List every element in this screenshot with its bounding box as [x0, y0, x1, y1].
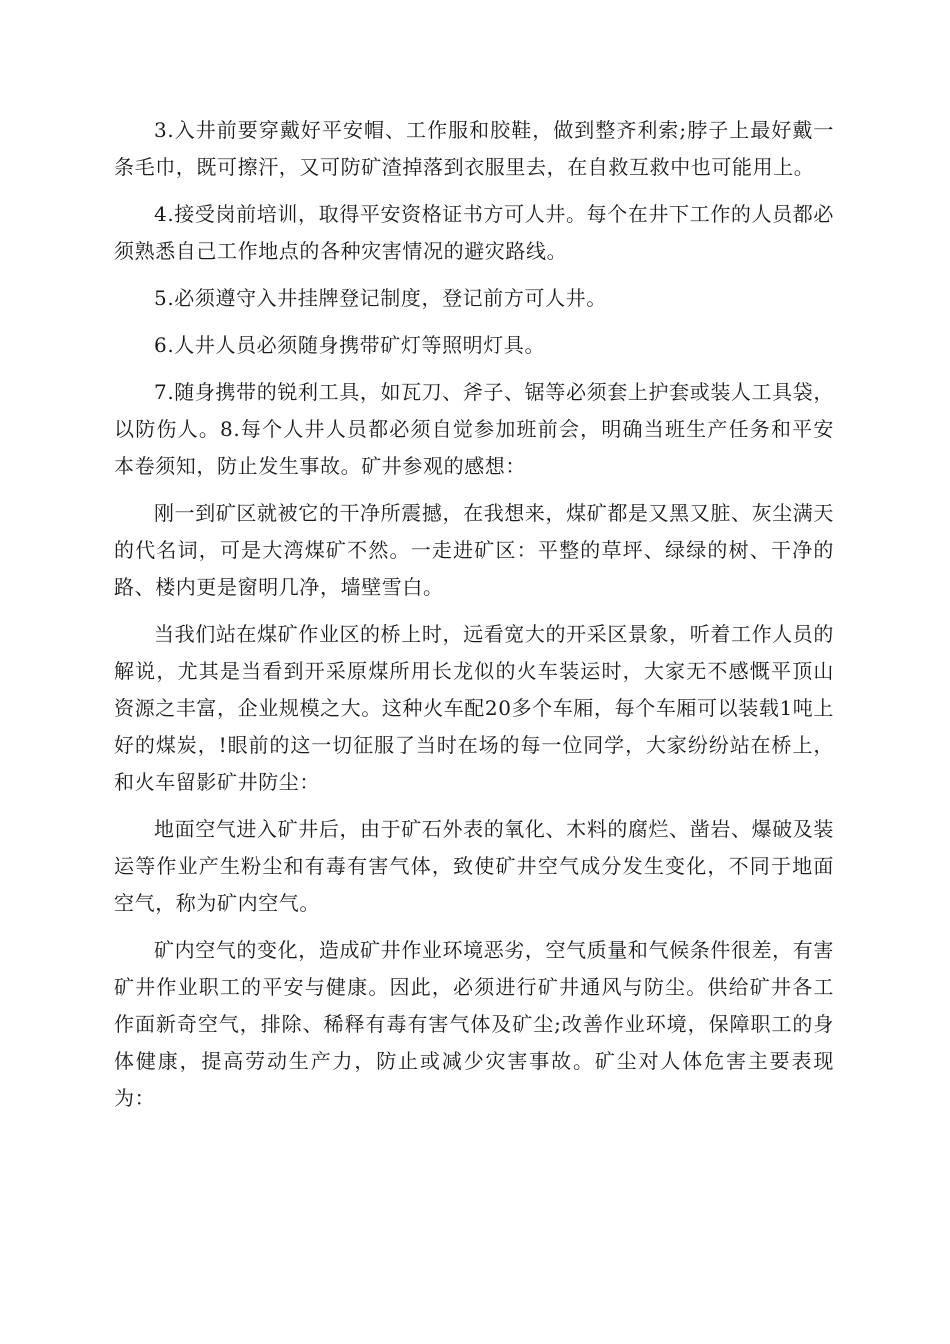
paragraph-mine-area: 刚一到矿区就被它的干净所震撼，在我想来，煤矿都是又黑又脏、灰尘满天的代名词，可是大湾煤矿不然。一走进矿区：平整的草坪、绿绿的树、干净的路、楼内更是窗明几净，墙壁雪白。 — [114, 501, 834, 599]
paragraph-ventilation: 矿内空气的变化，造成矿井作业环境恶劣，空气质量和气候条件很差，有害矿井作业职工的平安与健康。因此，必须进行矿井通风与防尘。供给矿井各工作面新奇空气，排除、稀释有毒有害气体及矿尘;改善作业环境，保障职工的身体健康，提高劳动生产力，防止或减少灾害事故。矿尘对人体危害主要表现为： — [114, 938, 834, 1110]
paragraph-item-3: 3.入井前要穿戴好平安帽、工作服和胶鞋，做到整齐利索;脖子上最好戴一条毛巾，既可擦汗，又可防矿渣掉落到衣服里去，在自救互救中也可能用上。 — [114, 118, 834, 179]
paragraph-item-4: 4.接受岗前培训，取得平安资格证书方可人井。每个在井下工作的人员都必须熟悉自己工作地点的各种灾害情况的避灾路线。 — [114, 202, 834, 263]
document-page — [114, 112, 834, 1127]
paragraph-item-7-8: 7.随身携带的锐利工具，如瓦刀、斧子、锯等必须套上护套或装人工具袋，以防伤人。8.每个人井人员都必须自觉参加班前会，明确当班生产任务和平安本卷须知，防止发生事故。矿井参观的感想： — [114, 380, 834, 478]
paragraph-item-6: 6.人井人员必须随身携带矿灯等照明灯具。 — [154, 333, 546, 357]
paragraph-mine-air: 地面空气进入矿井后，由于矿石外表的氧化、木料的腐烂、凿岩、爆破及装运等作业产生粉尘和有毒有害气体，致使矿井空气成分发生变化，不同于地面空气，称为矿内空气。 — [114, 817, 834, 915]
paragraph-item-5: 5.必须遵守入井挂牌登记制度，登记前方可人井。 — [154, 286, 607, 310]
paragraph-bridge: 当我们站在煤矿作业区的桥上时，远看宽大的开采区景象，听着工作人员的解说，尤其是当看到开采原煤所用长龙似的火车装运时，大家无不感慨平顶山资源之丰富，企业规模之大。这种火车配20多个车厢，每个车厢可以装载1吨上好的煤炭，!眼前的这一切征服了当时在场的每一位同学，大家纷纷站在桥上，和火车留影矿井防尘： — [114, 622, 834, 794]
